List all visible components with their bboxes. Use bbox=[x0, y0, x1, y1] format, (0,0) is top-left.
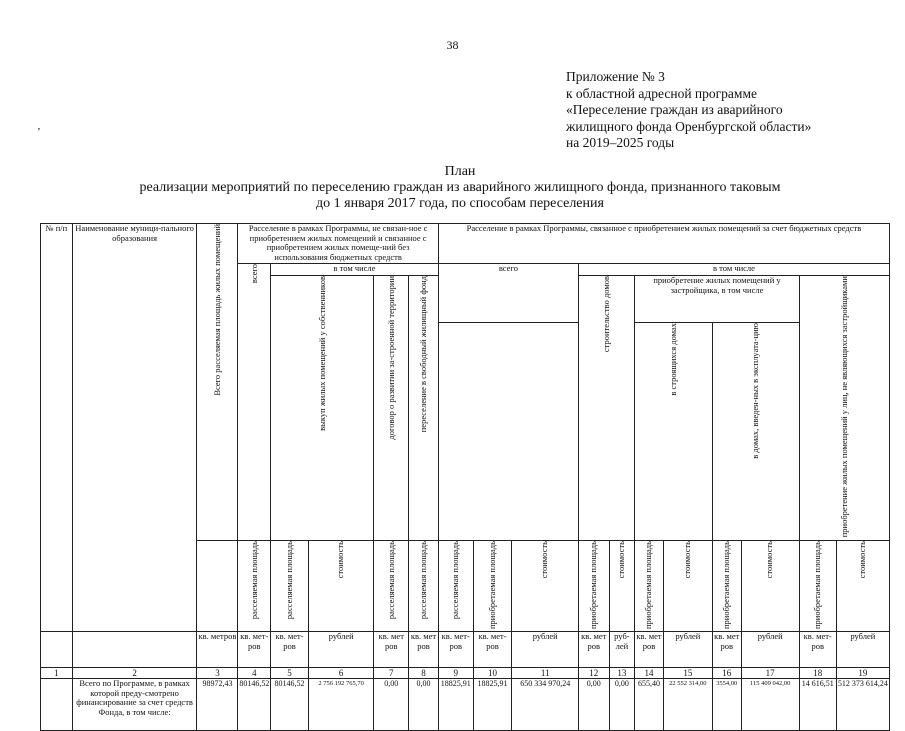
h5-c5-text: расселяемая площадь bbox=[283, 540, 294, 619]
unit-c2 bbox=[72, 632, 197, 668]
header-total-area bbox=[197, 224, 238, 541]
title-line-2: реализации мероприятий по переселению граждан из аварийного жилищного фонда, признанного таковым bbox=[139, 180, 781, 195]
document-title bbox=[80, 164, 840, 212]
header-v-domakh-vved-text: в домах, введен-ных в эксплуата-цию bbox=[750, 322, 761, 459]
appendix-block bbox=[566, 69, 811, 152]
header-pereselenie-text: переселение в свободный жилищный фонд bbox=[417, 276, 428, 433]
cell-c4: 80146,52 bbox=[238, 679, 271, 731]
colnum: 12 bbox=[578, 668, 609, 679]
h5-c19-text: стоимость bbox=[857, 540, 868, 579]
colnum: 4 bbox=[238, 668, 271, 679]
header-vsego bbox=[238, 264, 271, 541]
colnum: 17 bbox=[741, 668, 799, 679]
header-blank-total bbox=[197, 540, 238, 632]
cell-c5: 80146,52 bbox=[271, 679, 309, 731]
unit-c14: кв. мет ров bbox=[635, 632, 664, 668]
h5-c7 bbox=[374, 540, 409, 632]
h5-c9-text: расселяемая площадь bbox=[449, 540, 460, 619]
cell-c13: 0,00 bbox=[609, 679, 635, 731]
colnum: 6 bbox=[308, 668, 373, 679]
appendix-line: жилищного фонда Оренбургской области» bbox=[566, 118, 812, 134]
header-stroitelstvo-text: строительство домов bbox=[600, 276, 611, 353]
h5-c11-text: стоимость bbox=[539, 540, 550, 579]
cell-c16: 3554,00 bbox=[712, 679, 741, 731]
header-v-domakh-vved bbox=[712, 322, 799, 540]
unit-c8: кв. мет ров bbox=[409, 632, 439, 668]
cell-c17: 115 409 042,00 bbox=[741, 679, 799, 731]
colnum: 10 bbox=[473, 668, 512, 679]
scan-mark: ’ bbox=[37, 126, 41, 138]
cell-c14: 655,40 bbox=[635, 679, 664, 731]
unit-c7: кв. мет ров bbox=[374, 632, 409, 668]
unit-c18: кв. мет-ров bbox=[799, 632, 836, 668]
header-priobretenie-zastr: приобретение жилых помещений у застройщика, в том числе bbox=[635, 276, 800, 323]
h5-c14-text: приобретаемая площадь bbox=[643, 540, 654, 629]
h5-c8-text: расселяемая площадь bbox=[417, 540, 428, 619]
title-line-3: до 1 января 2017 года, по способам переселения bbox=[316, 196, 604, 211]
h5-c16 bbox=[712, 540, 741, 632]
cell-c12: 0,00 bbox=[578, 679, 609, 731]
header-stroitelstvo bbox=[578, 276, 634, 541]
header-v-stroyashchikhsya bbox=[635, 322, 713, 540]
unit-c10: кв. мет-ров bbox=[473, 632, 512, 668]
h5-c18-text: приобретаемая площадь bbox=[811, 540, 822, 629]
colnum: 7 bbox=[374, 668, 409, 679]
colnum: 9 bbox=[438, 668, 473, 679]
header-v-tom-chisle: в том числе bbox=[271, 264, 439, 276]
unit-c16: кв. мет ров bbox=[712, 632, 741, 668]
cell-c18: 14 616,51 bbox=[799, 679, 836, 731]
h5-c19 bbox=[836, 540, 889, 632]
h5-c12 bbox=[578, 540, 609, 632]
header-no: № п/п bbox=[41, 224, 73, 632]
page-number: 38 bbox=[446, 38, 459, 52]
h5-c9 bbox=[438, 540, 473, 632]
appendix-line: «Переселение граждан из аварийного bbox=[566, 102, 783, 117]
h5-c17 bbox=[741, 540, 799, 632]
unit-c1 bbox=[41, 632, 73, 668]
colnum: 15 bbox=[663, 668, 712, 679]
colnum: 14 bbox=[635, 668, 664, 679]
h5-c16-text: приобретаемая площадь bbox=[720, 540, 731, 629]
header-group-budget: Расселение в рамках Программы, связанное с приобретением жилых помещений за счет бюджетных средств bbox=[438, 224, 889, 264]
cell-c19: 512 373 614,24 bbox=[836, 679, 889, 731]
h5-c8 bbox=[409, 540, 439, 632]
header-v-tom-chisle-budget: в том числе bbox=[578, 264, 889, 276]
unit-c6: рублей bbox=[308, 632, 373, 668]
h5-c13-text: стоимость bbox=[616, 540, 627, 579]
h5-c6 bbox=[308, 540, 373, 632]
header-priobretenie-ne-zastr bbox=[799, 276, 889, 541]
cell-c6: 2 756 192 765,70 bbox=[308, 679, 373, 731]
cell-c11: 650 334 970,24 bbox=[512, 679, 578, 731]
h5-c10-text: приобретаемая площадь bbox=[486, 540, 497, 629]
unit-c12: кв. мет ров bbox=[578, 632, 609, 668]
cell-no bbox=[41, 679, 73, 731]
unit-c19: рублей bbox=[836, 632, 889, 668]
appendix-line: к областной адресной программе bbox=[566, 85, 757, 101]
unit-c3: кв. метров bbox=[197, 632, 238, 668]
cell-c10: 18825,91 bbox=[473, 679, 512, 731]
h5-c4-text: расселяемая площадь bbox=[248, 540, 259, 619]
header-blank-budget bbox=[438, 322, 578, 540]
unit-c9: кв. мет-ров bbox=[438, 632, 473, 668]
h5-c4 bbox=[238, 540, 271, 632]
header-vykup-text: выкуп жилых помещений у собственников bbox=[316, 276, 327, 431]
header-priobretenie-ne-zastr-text: приобретение жилых помещений у лиц, не являющихся застройщиками bbox=[838, 276, 849, 538]
header-dogovor bbox=[374, 276, 409, 541]
header-vsego-text: всего bbox=[248, 264, 259, 284]
colnum: 3 bbox=[197, 668, 238, 679]
unit-c5: кв. мет-ров bbox=[271, 632, 309, 668]
unit-c17: рублей bbox=[741, 632, 799, 668]
h5-c7-text: расселяемая площадь bbox=[385, 540, 396, 619]
cell-c9: 18825,91 bbox=[438, 679, 473, 731]
h5-c6-text: стоимость bbox=[335, 540, 346, 579]
h5-c5 bbox=[271, 540, 309, 632]
h5-c17-text: стоимость bbox=[764, 540, 775, 579]
header-pereselenie bbox=[409, 276, 439, 541]
colnum: 1 bbox=[41, 668, 73, 679]
h5-c10 bbox=[473, 540, 512, 632]
cell-c8: 0,00 bbox=[409, 679, 439, 731]
h5-c15 bbox=[663, 540, 712, 632]
title-line-1: План bbox=[444, 164, 476, 179]
h5-c18 bbox=[799, 540, 836, 632]
colnum: 13 bbox=[609, 668, 635, 679]
unit-c11: рублей bbox=[512, 632, 578, 668]
unit-c15: рублей bbox=[663, 632, 712, 668]
header-municipality: Наименование муници-пального образования bbox=[72, 224, 197, 632]
header-dogovor-text: договор о развитии за-строенной территории bbox=[385, 276, 396, 440]
unit-c4: кв. мет-ров bbox=[238, 632, 271, 668]
cell-c7: 0,00 bbox=[374, 679, 409, 731]
h5-c13 bbox=[609, 540, 635, 632]
header-group-no-budget: Расселение в рамках Программы, не связан-ное с приобретением жилых помещений и связанное с приобретением жилых помеще-ний без использования бюджетных средств bbox=[238, 224, 438, 264]
cell-total-area: 98972,43 bbox=[197, 679, 238, 731]
h5-c11 bbox=[512, 540, 578, 632]
header-vykup bbox=[271, 276, 374, 541]
resettlement-table bbox=[40, 223, 890, 731]
colnum: 19 bbox=[836, 668, 889, 679]
colnum: 18 bbox=[799, 668, 836, 679]
header-vsego-budget: всего bbox=[438, 264, 578, 323]
unit-c13: руб-лей bbox=[609, 632, 635, 668]
colnum: 5 bbox=[271, 668, 309, 679]
colnum: 8 bbox=[409, 668, 439, 679]
h5-c12-text: приобретаемая площадь bbox=[588, 540, 599, 629]
appendix-line: Приложение № 3 bbox=[566, 69, 665, 84]
colnum: 11 bbox=[512, 668, 578, 679]
colnum: 16 bbox=[712, 668, 741, 679]
header-total-area-text: Всего расселяемая площадь жилых помещений bbox=[211, 224, 222, 396]
h5-c15-text: стоимость bbox=[682, 540, 693, 579]
header-v-stroyashchikhsya-text: в строящихся домах bbox=[667, 322, 678, 396]
appendix-line: на 2019–2025 годы bbox=[566, 135, 675, 150]
cell-municipality: Всего по Программе, в рамках которой преду-смотрено финансирование за счет средств Фонда, в том числе: bbox=[72, 679, 197, 731]
h5-c14 bbox=[635, 540, 664, 632]
colnum: 2 bbox=[72, 668, 197, 679]
cell-c15: 22 552 314,00 bbox=[663, 679, 712, 731]
